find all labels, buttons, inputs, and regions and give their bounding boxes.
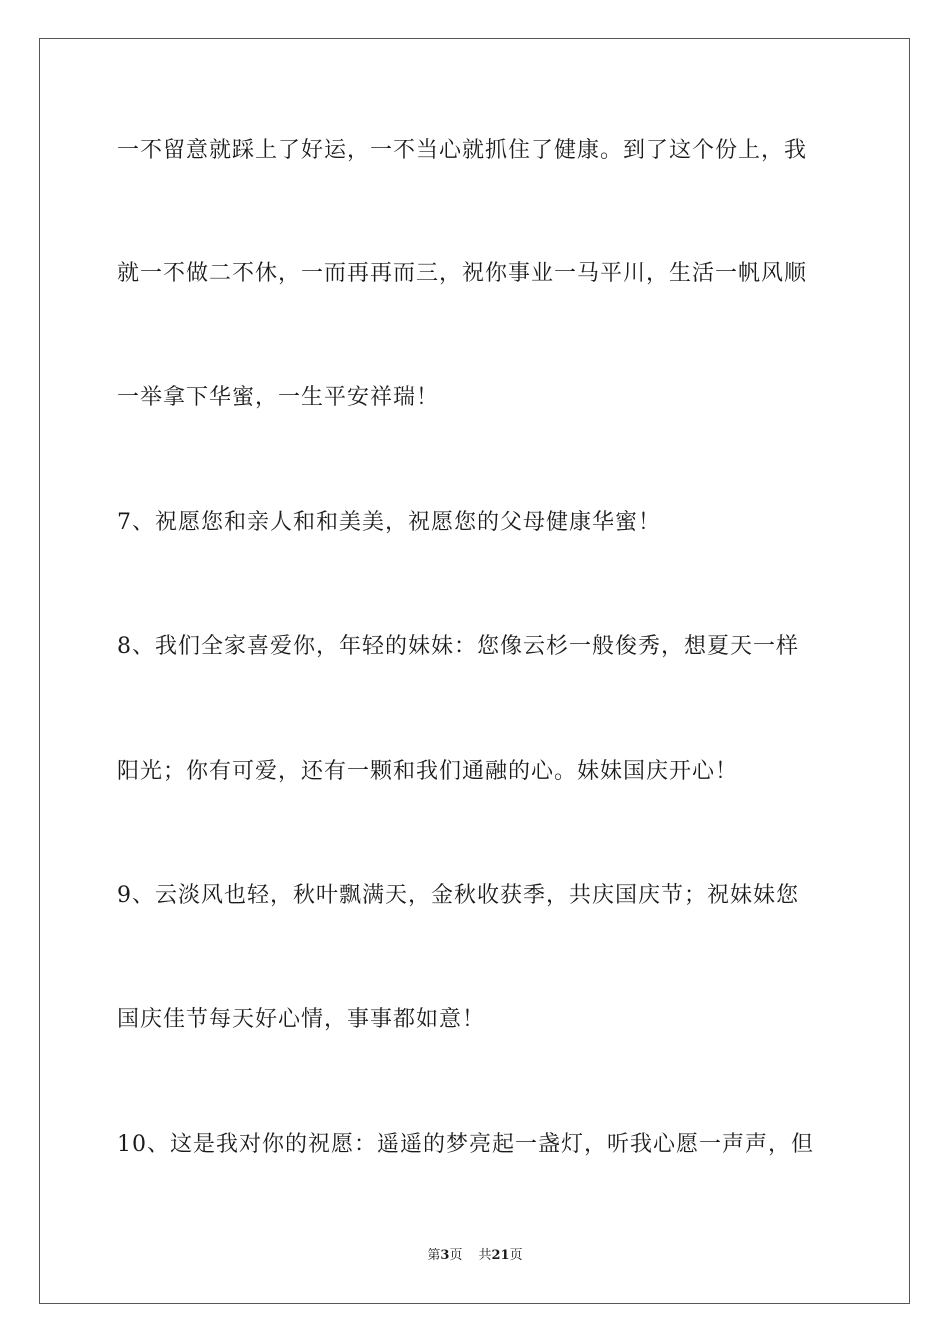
body-line-4: 7、祝愿您和亲人和和美美，祝愿您的父母健康华蜜！ <box>117 510 661 535</box>
body-line-9: 10、这是我对你的祝愿：遥遥的梦亮起一盏灯，听我心愿一声声，但 <box>117 1132 814 1157</box>
body-line-6: 阳光；你有可爱，还有一颗和我们通融的心。妹妹国庆开心！ <box>117 759 739 784</box>
footer-total-suffix: 页 <box>509 1248 523 1263</box>
footer-page-number: 3 <box>440 1248 450 1263</box>
footer-total-pages: 21 <box>491 1248 510 1263</box>
footer-page-prefix: 第 <box>427 1248 441 1263</box>
body-line-1: 一不留意就踩上了好运，一不当心就抓住了健康。到了这个份上，我 <box>117 138 808 163</box>
page-footer <box>0 1246 950 1266</box>
body-line-8: 国庆佳节每天好心情，事事都如意！ <box>117 1007 486 1032</box>
footer-page-suffix: 页 <box>449 1248 463 1263</box>
body-line-7: 9、云淡风也轻，秋叶飘满天，金秋收获季，共庆国庆节；祝妹妹您 <box>117 883 799 908</box>
footer-total-prefix: 共 <box>478 1248 492 1263</box>
body-line-2: 就一不做二不休，一而再再而三，祝你事业一马平川，生活一帆风顺 <box>117 261 808 286</box>
page-frame <box>39 38 910 1304</box>
body-line-3: 一举拿下华蜜，一生平安祥瑞！ <box>117 385 440 410</box>
body-line-5: 8、我们全家喜爱你，年轻的妹妹：您像云杉一般俊秀，想夏天一样 <box>117 634 799 659</box>
